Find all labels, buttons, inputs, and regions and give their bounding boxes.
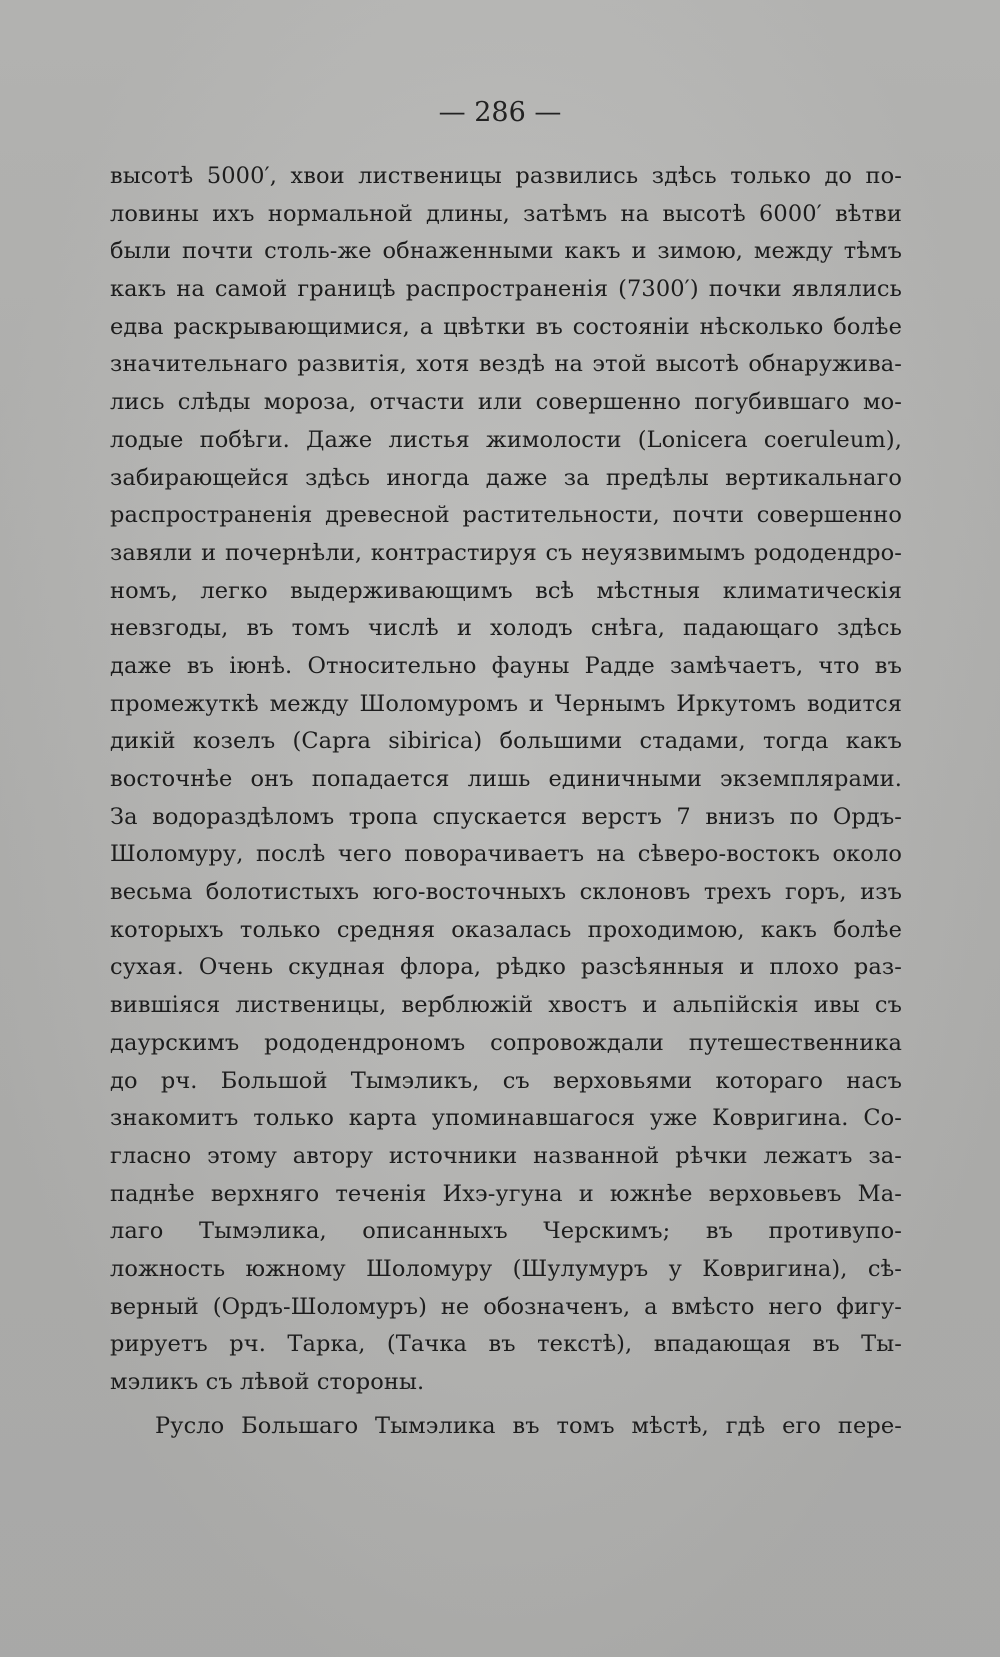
- text-line: лись слѣды мороза, отчасти или совершенно погубившаго мо-: [110, 389, 902, 416]
- text-line: паднѣе верхняго теченія Ихэ-угуна и южнѣе верховьевъ Ма-: [110, 1180, 902, 1207]
- text-line: лаго Тымэлика, описанныхъ Черскимъ; въ противупо-: [110, 1218, 902, 1245]
- text-line: до рч. Большой Тымэликъ, съ верховьями котораго насъ: [110, 1067, 902, 1094]
- paragraph: [110, 1408, 902, 1446]
- text-line: высотѣ 5000′, хвои лиственицы развились здѣсь только до по-: [110, 163, 902, 189]
- text-line: какъ на самой границѣ распространенія (7300′) почки являлись: [110, 276, 902, 303]
- text-line: лодые побѣги. Даже листья жимолости (Lonicera coeruleum),: [110, 426, 902, 453]
- text-line: ложность южному Шоломуру (Шулумуръ у Ковригина), сѣ-: [110, 1255, 902, 1282]
- text-line: завяли и почернѣли, контрастируя съ неуязвимымъ рододендро-: [110, 539, 902, 566]
- text-line: рируетъ рч. Тарка, (Тачка въ текстѣ), впадающая въ Ты-: [110, 1331, 902, 1358]
- text-line: Русло Большаго Тымэлика въ томъ мѣстѣ, гдѣ его пере-: [155, 1412, 902, 1439]
- text-line: гласно этому автору источники названной рѣчки лежатъ за-: [110, 1142, 902, 1169]
- page-number: — 286 —: [438, 97, 562, 128]
- text-line: ловины ихъ нормальной длины, затѣмъ на высотѣ 6000′ вѣтви: [110, 200, 902, 227]
- text-line: знакомитъ только карта упоминавшагося уже Ковригина. Со-: [110, 1105, 902, 1132]
- text-line: восточнѣе онъ попадается лишь единичными экземплярами.: [110, 766, 902, 792]
- text-line: которыхъ только средняя оказалась проходимою, какъ болѣе: [110, 916, 902, 943]
- text-line: забирающейся здѣсь иногда даже за предѣлы вертикальнаго: [110, 464, 902, 491]
- text-line: невзгоды, въ томъ числѣ и холодъ снѣга, падающаго здѣсь: [110, 615, 902, 642]
- text-line: промежуткѣ между Шоломуромъ и Чернымъ Иркутомъ водится: [110, 690, 902, 717]
- text-line: едва раскрывающимися, а цвѣтки въ состояніи нѣсколько болѣе: [110, 313, 902, 340]
- text-line: значительнаго развитія, хотя вездѣ на этой высотѣ обнаружива-: [110, 351, 902, 378]
- text-line: даурскимъ рододендрономъ сопровождали путешественника: [110, 1029, 902, 1056]
- text-body: [110, 158, 902, 1445]
- text-line: Шоломуру, послѣ чего поворачиваетъ на сѣверо-востокъ около: [110, 841, 902, 868]
- text-line: мэликъ съ лѣвой стороны.: [110, 1369, 425, 1395]
- text-line: были почти столь-же обнаженными какъ и зимою, между тѣмъ: [110, 238, 902, 265]
- text-line: весьма болотистыхъ юго-восточныхъ склоновъ трехъ горъ, изъ: [110, 879, 902, 906]
- paragraph: [110, 158, 902, 1402]
- text-line: даже въ іюнѣ. Относительно фауны Радде замѣчаетъ, что въ: [110, 652, 902, 679]
- text-line: За водораздѣломъ тропа спускается верстъ 7 внизъ по Ордъ-: [110, 803, 902, 830]
- text-line: вившіяся лиственицы, верблюжій хвостъ и альпійскія ивы съ: [110, 992, 902, 1019]
- text-line: распространенія древесной растительности, почти совершенно: [110, 502, 902, 529]
- text-line: номъ, легко выдерживающимъ всѣ мѣстныя климатическія: [110, 577, 902, 604]
- text-line: дикій козелъ (Capra sibirica) большими стадами, тогда какъ: [110, 728, 902, 755]
- text-line: верный (Ордъ-Шоломуръ) не обозначенъ, а вмѣсто него фигу-: [110, 1293, 902, 1320]
- text-line: сухая. Очень скудная флора, рѣдко разсѣянныя и плохо раз-: [110, 954, 902, 981]
